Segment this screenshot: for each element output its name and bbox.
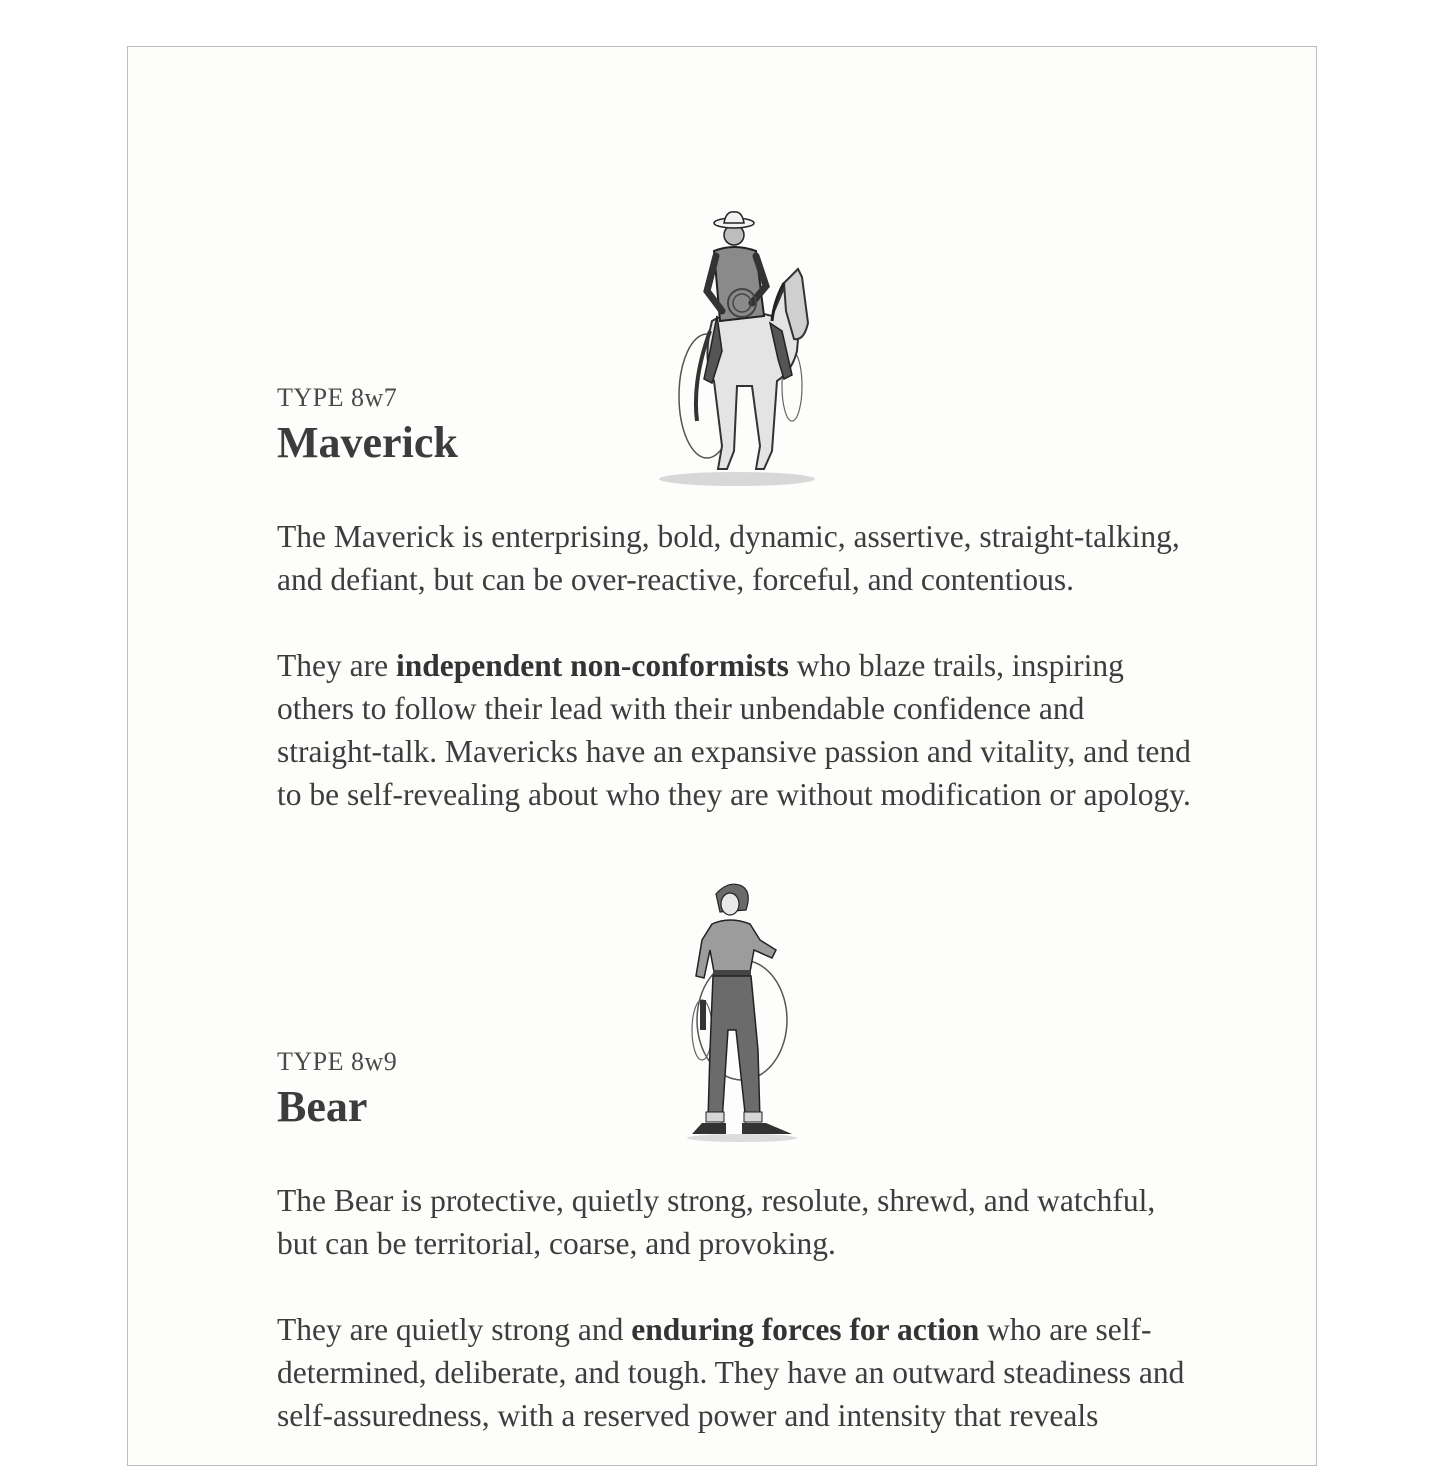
type-label: TYPE 8w7 — [277, 383, 398, 412]
description-emphasis: independent non-conformists — [395, 648, 789, 683]
description-text-lead: They are quietly strong and — [277, 1312, 632, 1347]
description-text-rest: who blaze trails, inspiring others to follow their lead with their unbendable confidence and straight-talk. Mavericks have an expansive passion and vitality, and tend to be self-revealing about who they are without modification or apology. — [277, 648, 1191, 812]
description-emphasis: enduring forces for action — [631, 1312, 980, 1347]
summary-paragraph: The Bear is protective, quietly strong, resolute, shrewd, and watchful, but can be territorial, coarse, and provoking. — [277, 1183, 1156, 1261]
description-text-lead: They are — [277, 648, 396, 683]
type-name: Bear — [277, 1082, 368, 1131]
profile-page — [127, 46, 1317, 1466]
description-paragraph — [277, 1308, 1197, 1437]
type-label: TYPE 8w9 — [277, 1047, 398, 1076]
type-name: Maverick — [277, 418, 458, 467]
cowgirl-with-lasso-illustration — [680, 880, 810, 1145]
description-text-rest: who are self-determined, deliberate, and tough. They have an outward steadiness and self-assuredness, with a reserved power and intensity that reveals — [277, 1312, 1185, 1433]
summary-paragraph: The Maverick is enterprising, bold, dynamic, assertive, straight-talking, and defiant, but can be over-reactive, forceful, and contentious. — [277, 519, 1180, 597]
type-section-bear — [277, 47, 1197, 1447]
